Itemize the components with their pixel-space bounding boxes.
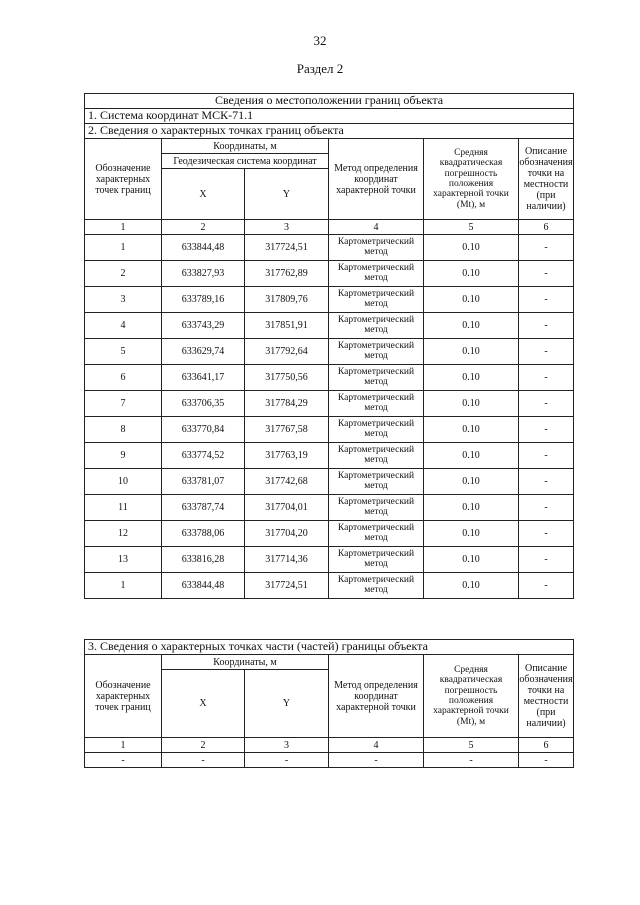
method-cell: Картометрический метод [329,339,424,365]
table-row [85,753,574,768]
x-cell: 633781,07 [162,469,245,495]
point-number-cell: 5 [85,339,162,365]
header-error: Средняя квадратическая погрешность положения характерной точки (Mt), м [424,655,519,738]
method-cell: Картометрический метод [329,547,424,573]
error-cell: 0.10 [424,417,519,443]
error-cell: - [424,753,519,768]
x-cell: 633770,84 [162,417,245,443]
y-cell: 317851,91 [245,313,329,339]
y-cell: 317750,56 [245,365,329,391]
col-number: 4 [329,220,424,235]
header-coords: Координаты, м [162,139,329,154]
point-number-cell: 13 [85,547,162,573]
page-number: 32 [313,33,327,48]
error-cell: 0.10 [424,339,519,365]
col-number: 1 [85,220,162,235]
x-cell: 633743,29 [162,313,245,339]
description-cell: - [519,495,574,521]
y-cell: 317763,19 [245,443,329,469]
y-cell: 317809,76 [245,287,329,313]
error-cell: 0.10 [424,391,519,417]
point-number-cell: - [85,753,162,768]
method-cell: Картометрический метод [329,417,424,443]
x-cell: 633706,35 [162,391,245,417]
col-number: 3 [245,738,329,753]
method-cell: - [329,753,424,768]
header-desc: Описание обозначения точки на местности (при наличии) [519,139,574,220]
x-cell: 633641,17 [162,365,245,391]
subsection-boundary-points: 2. Сведения о характерных точках границ объекта [85,124,574,139]
description-cell: - [519,235,574,261]
error-cell: 0.10 [424,287,519,313]
col-number: 5 [424,738,519,753]
table-row [85,391,574,417]
table-row [85,261,574,287]
col-number: 1 [85,738,162,753]
header-error: Средняя квадратическая погрешность положения характерной точки (Mt), м [424,139,519,220]
y-cell: 317714,36 [245,547,329,573]
error-cell: 0.10 [424,261,519,287]
col-number: 3 [245,220,329,235]
col-number: 6 [519,220,574,235]
part-boundary-points-table [84,639,574,768]
subsection-part-points: 3. Сведения о характерных точках части (частей) границы объекта [85,640,574,655]
method-cell: Картометрический метод [329,495,424,521]
header-coords: Координаты, м [162,655,329,670]
table-row [85,339,574,365]
table-row [85,365,574,391]
point-number-cell: 10 [85,469,162,495]
method-cell: Картометрический метод [329,469,424,495]
point-number-cell: 2 [85,261,162,287]
point-number-cell: 7 [85,391,162,417]
table-title: Сведения о местоположении границ объекта [85,94,574,109]
y-cell: 317704,20 [245,521,329,547]
description-cell: - [519,443,574,469]
point-number-cell: 8 [85,417,162,443]
x-cell: 633787,74 [162,495,245,521]
table-row [85,495,574,521]
x-cell: 633816,28 [162,547,245,573]
y-cell: 317767,58 [245,417,329,443]
error-cell: 0.10 [424,495,519,521]
x-cell: 633827,93 [162,261,245,287]
method-cell: Картометрический метод [329,573,424,599]
method-cell: Картометрический метод [329,235,424,261]
boundary-points-table [84,93,574,599]
description-cell: - [519,365,574,391]
description-cell: - [519,753,574,768]
point-number-cell: 6 [85,365,162,391]
header-point: Обозначение характерных точек границ [85,139,162,220]
y-cell: - [245,753,329,768]
table-row [85,521,574,547]
description-cell: - [519,261,574,287]
table-row [85,443,574,469]
y-cell: 317704,01 [245,495,329,521]
error-cell: 0.10 [424,235,519,261]
y-cell: 317724,51 [245,573,329,599]
y-cell: 317792,64 [245,339,329,365]
description-cell: - [519,547,574,573]
col-number: 2 [162,220,245,235]
y-cell: 317724,51 [245,235,329,261]
table-row [85,313,574,339]
method-cell: Картометрический метод [329,313,424,339]
description-cell: - [519,339,574,365]
col-number: 6 [519,738,574,753]
header-x: X [162,169,245,220]
header-method: Метод определения координат характерной точки [329,655,424,738]
table-row [85,235,574,261]
description-cell: - [519,313,574,339]
method-cell: Картометрический метод [329,521,424,547]
method-cell: Картометрический метод [329,365,424,391]
coordinate-system: 1. Система координат МСК-71.1 [85,109,574,124]
description-cell: - [519,391,574,417]
header-method: Метод определения координат характерной точки [329,139,424,220]
method-cell: Картометрический метод [329,261,424,287]
col-number: 5 [424,220,519,235]
col-number: 2 [162,738,245,753]
description-cell: - [519,417,574,443]
point-number-cell: 9 [85,443,162,469]
point-number-cell: 1 [85,235,162,261]
x-cell: 633844,48 [162,235,245,261]
error-cell: 0.10 [424,365,519,391]
point-number-cell: 11 [85,495,162,521]
point-number-cell: 12 [85,521,162,547]
section-title: Раздел 2 [296,61,344,76]
table-row [85,417,574,443]
header-y: Y [245,670,329,738]
x-cell: 633774,52 [162,443,245,469]
y-cell: 317762,89 [245,261,329,287]
description-cell: - [519,287,574,313]
description-cell: - [519,521,574,547]
x-cell: 633788,06 [162,521,245,547]
header-geodetic: Геодезическая система координат [162,154,329,169]
method-cell: Картометрический метод [329,443,424,469]
x-cell: 633844,48 [162,573,245,599]
x-cell: - [162,753,245,768]
error-cell: 0.10 [424,547,519,573]
point-number-cell: 1 [85,573,162,599]
point-number-cell: 3 [85,287,162,313]
method-cell: Картометрический метод [329,391,424,417]
header-point: Обозначение характерных точек границ [85,655,162,738]
y-cell: 317784,29 [245,391,329,417]
table-row [85,469,574,495]
table-row [85,547,574,573]
header-x: X [162,670,245,738]
table-row [85,287,574,313]
table-row [85,573,574,599]
description-cell: - [519,469,574,495]
header-desc: Описание обозначения точки на местности (при наличии) [519,655,574,738]
point-number-cell: 4 [85,313,162,339]
error-cell: 0.10 [424,469,519,495]
y-cell: 317742,68 [245,469,329,495]
method-cell: Картометрический метод [329,287,424,313]
error-cell: 0.10 [424,521,519,547]
error-cell: 0.10 [424,313,519,339]
description-cell: - [519,573,574,599]
error-cell: 0.10 [424,443,519,469]
error-cell: 0.10 [424,573,519,599]
col-number: 4 [329,738,424,753]
x-cell: 633629,74 [162,339,245,365]
header-y: Y [245,169,329,220]
x-cell: 633789,16 [162,287,245,313]
